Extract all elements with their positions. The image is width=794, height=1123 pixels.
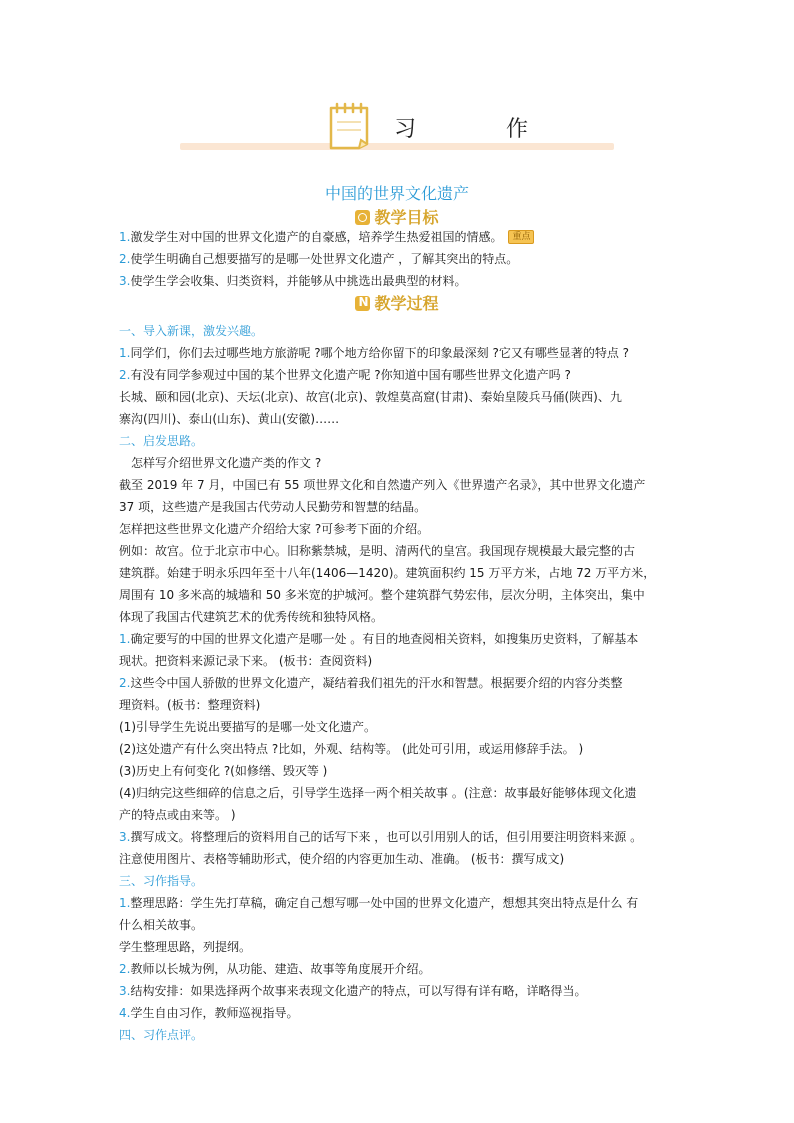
paragraph-line: 寨沟(四川)、泰山(山东)、黄山(安徽)……: [119, 412, 340, 426]
list-item: 1.同学们，你们去过哪些地方旅游呢 ?哪个地方给你留下的印象最深刻 ?它又有哪些显著的特点 ?: [119, 346, 630, 360]
part1-heading: 一、导入新课，激发兴趣。: [119, 324, 264, 338]
goal-item: 2.使学生明确自己想要描写的是哪一处世界文化遗产 ，了解其突出的特点。: [119, 252, 519, 266]
paragraph-line: 体现了我国古代建筑艺术的优秀传统和独特风格。: [119, 610, 384, 624]
paragraph-line: 学生整理思路，列提纲。: [119, 940, 252, 954]
sub-item: (4)归纳完这些细碎的信息之后，引导学生选择一两个相关故事 。(注意：故事最好能够体现文化遗: [119, 786, 637, 800]
paragraph-line: 截至 2019 年 7 月，中国已有 55 项世界文化和自然遗产列入《世界遗产名录》，其中世界文化遗产: [119, 478, 646, 492]
process-icon: [355, 296, 370, 311]
part4-heading: 四、习作点评。: [119, 1028, 204, 1042]
section-goals-title: 教学目标: [0, 205, 794, 228]
paragraph-line: 怎样把这些世界文化遗产介绍给大家 ?可参考下面的介绍。: [119, 522, 430, 536]
sub-item: (1)引导学生先说出要描写的是哪一处文化遗产。: [119, 720, 376, 734]
paragraph-line: 例如：故宫。位于北京市中心。旧称紫禁城，是明、清两代的皇宫。我国现存规模最大最完整的古: [119, 544, 636, 558]
list-item: 2.有没有同学参观过中国的某个世界文化遗产呢 ?你知道中国有哪些世界文化遗产吗 ?: [119, 368, 571, 382]
paragraph-line: 怎样写介绍世界文化遗产类的作文 ?: [131, 456, 322, 470]
section-process-title: N教学过程: [0, 291, 794, 314]
part2-heading: 二、启发思路。: [119, 434, 204, 448]
goal-item: 1.激发学生对中国的世界文化遗产的自豪感，培养学生热爱祖国的情感。 重点: [119, 226, 679, 248]
page-header-title: 习 作: [394, 117, 563, 142]
list-item: 1.整理思路：学生先打草稿，确定自己想写哪一处中国的世界文化遗产，想想其突出特点是什么 有: [119, 896, 639, 910]
list-item: 2.这些令中国人骄傲的世界文化遗产，凝结着我们祖先的汗水和智慧。根据要介绍的内容分类整: [119, 676, 623, 690]
part3-heading: 三、习作指导。: [119, 874, 204, 888]
paragraph-line: 理资料。(板书：整理资料): [119, 698, 261, 712]
paragraph-line: 37 项，这些遗产是我国古代劳动人民勤劳和智慧的结晶。: [119, 500, 427, 514]
notepad-icon: [327, 100, 373, 150]
key-point-badge: 重点: [508, 230, 534, 244]
list-item: 1.确定要写的中国的世界文化遗产是哪一处 。有目的地查阅相关资料，如搜集历史资料，了解基本: [119, 632, 639, 646]
document-body: [119, 226, 679, 1046]
list-item: 2.教师以长城为例，从功能、建造、故事等角度展开介绍。: [119, 962, 431, 976]
sub-item: (2)这处遗产有什么突出特点 ?比如，外观、结构等。 (此处可引用，或运用修辞手法。 ): [119, 742, 584, 756]
target-icon: [355, 210, 370, 225]
paragraph-line: 什么相关故事。: [119, 918, 204, 932]
list-item: 4.学生自由习作，教师巡视指导。: [119, 1006, 299, 1020]
paragraph-line: 产的特点或由来等。 ): [119, 808, 236, 822]
paragraph-line: 周围有 10 多米高的城墙和 50 多米宽的护城河。整个建筑群气势宏伟，层次分明，主体突出，集中: [119, 588, 645, 602]
header-underline: [180, 143, 614, 150]
goal-item: 3.使学生学会收集、归类资料，并能够从中挑选出最典型的材料。: [119, 274, 467, 288]
list-item: 3.结构安排：如果选择两个故事来表现文化遗产的特点，可以写得有详有略，详略得当。: [119, 984, 587, 998]
sub-item: (3)历史上有何变化 ?(如修缮、毁灭等 ): [119, 764, 328, 778]
paragraph-line: 长城、颐和园(北京)、天坛(北京)、故宫(北京)、敦煌莫高窟(甘肃)、秦始皇陵兵马俑(陕西)、九: [119, 390, 622, 404]
list-item: 3.撰写成文。将整理后的资料用自己的话写下来 ，也可以引用别人的话，但引用要注明资料来源 。: [119, 830, 643, 844]
paragraph-line: 建筑群。始建于明永乐四年至十八年(1406—1420)。建筑面积约 15 万平方米，占地 72 万平方米，: [119, 566, 656, 580]
paragraph-line: 现状。把资料来源记录下来。 (板书：查阅资料): [119, 654, 373, 668]
document-title: 中国的世界文化遗产: [324, 184, 469, 203]
paragraph-line: 注意使用图片、表格等辅助形式，使介绍的内容更加生动、准确。 (板书：撰写成文): [119, 852, 565, 866]
